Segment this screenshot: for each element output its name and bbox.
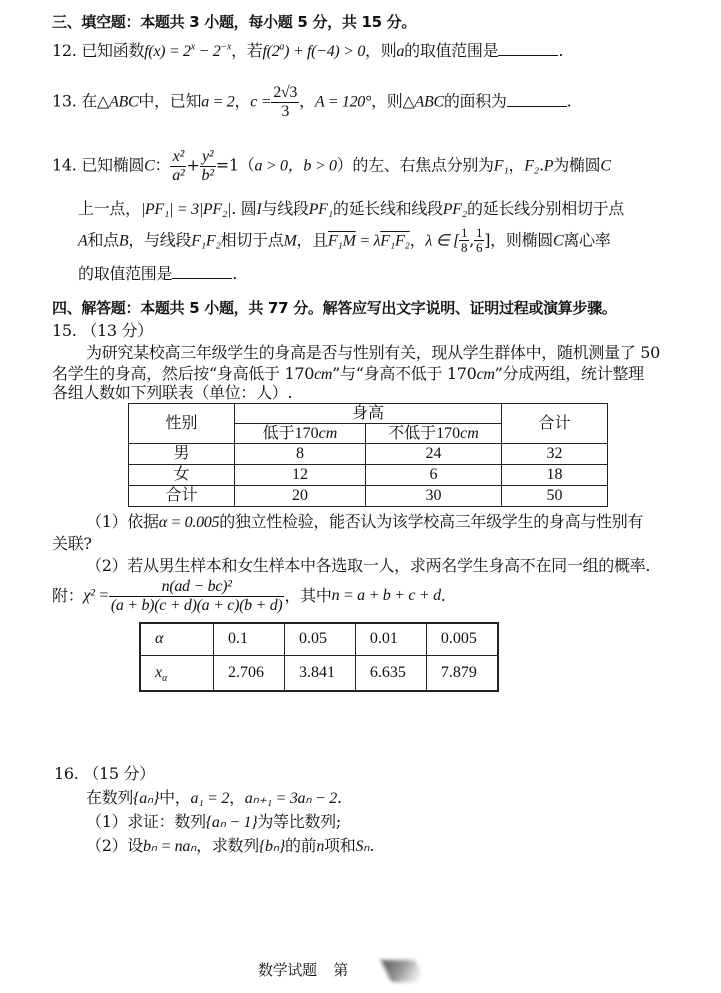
cell-low: 12	[235, 465, 366, 486]
cell-total: 18	[502, 465, 608, 486]
q15-text: ”分成两组，统计整理	[494, 364, 644, 383]
q15-points: （13 分）	[81, 321, 153, 340]
critical-value: 6.635	[355, 655, 426, 691]
q15-paragraph-2	[52, 364, 644, 385]
q13-side-a: a = 2	[201, 93, 235, 111]
cell-total: 50	[502, 486, 608, 507]
cell-low: 8	[235, 444, 366, 465]
row-label: 合计	[129, 486, 235, 507]
q16-sequence: {bₙ}	[258, 838, 285, 855]
q13-frac-den: 3	[281, 102, 290, 120]
header-low	[235, 424, 366, 444]
q12-exp3: a	[279, 41, 285, 53]
q12-text: ，则	[365, 41, 397, 60]
q14-fraction-y	[200, 148, 216, 184]
q14-segment-pf2: PF₂	[442, 201, 467, 218]
appendix-label: 附：	[52, 586, 84, 606]
q14-frac-num: 1	[476, 225, 483, 240]
q16-text: （1）求证：数列	[86, 812, 206, 831]
footer-title: 数学试题	[258, 961, 317, 979]
table-row	[129, 444, 608, 465]
q12-text: 的取值范围是	[404, 41, 499, 60]
q16-sum: Sₙ	[355, 838, 370, 855]
q14-text: ,	[469, 230, 475, 250]
q15-alpha: α = 0.005	[158, 514, 220, 531]
q14-lambda: λ ∈ [	[425, 232, 460, 250]
q14-frac-num: y²	[200, 148, 216, 167]
section-4-heading: 四、解答题：本题共 5 小题，共 77 分。解答应写出文字说明、证明过程或演算步骤。	[52, 299, 617, 317]
q15-text: ”与“身高不低于 170	[332, 364, 477, 383]
q14-number: 14.	[52, 155, 77, 175]
q12-function-mid: − 2	[194, 43, 221, 60]
q15-unit: cm	[476, 366, 495, 383]
question-12	[52, 40, 563, 63]
q12-condition-end: ) + f(−4) > 0	[284, 43, 366, 60]
q14-text: ：	[154, 155, 171, 175]
question-15-header	[52, 321, 153, 341]
question-14-line-3	[78, 226, 610, 256]
q14-circle-i: I	[256, 201, 262, 218]
q14-segment-f1f2: F₁F₂	[191, 232, 221, 250]
alpha-value: 0.01	[355, 623, 426, 655]
q14-point-a: A	[78, 232, 88, 250]
table-row	[140, 655, 498, 691]
q14-point-b: B	[118, 232, 129, 250]
q13-text: ，	[234, 91, 251, 111]
q16-text: ，	[229, 788, 245, 807]
alpha-value: 0.1	[214, 623, 285, 655]
q13-period: .	[566, 91, 572, 111]
table-row	[140, 623, 498, 655]
q14-text: ，则椭圆	[490, 230, 553, 250]
q14-text: ，	[409, 230, 426, 250]
q16-text: 项和	[324, 836, 356, 855]
q13-number: 13.	[52, 91, 77, 111]
q16-text: .	[369, 836, 375, 855]
q14-point-m: M	[283, 232, 297, 250]
q16-text: （2）设	[86, 836, 143, 855]
q13-text: 的面积为	[443, 91, 507, 111]
q12-function: f(x) = 2	[144, 43, 191, 60]
q14-text: ，且	[296, 230, 328, 250]
q14-frac-num: 1	[461, 225, 468, 240]
q12-text: 已知函数	[81, 41, 145, 60]
question-14-line-2	[78, 198, 624, 221]
x-subscript: α	[162, 672, 168, 684]
cell-low: 20	[235, 486, 366, 507]
q14-point-p: P	[543, 157, 554, 175]
table-row	[129, 465, 608, 486]
q14-frac-den: 6	[476, 240, 483, 256]
q16-line-1	[86, 788, 342, 809]
q14-text: ）的左、右焦点分别为	[336, 155, 494, 175]
footer-page: 第	[333, 961, 348, 979]
q16-text: 中，	[159, 788, 191, 807]
q14-text: .	[538, 155, 544, 175]
critical-value-table	[139, 622, 499, 692]
q15-text: 名学生的身高，然后按“身高低于 170	[52, 364, 315, 383]
q14-text: ，	[508, 155, 525, 175]
q16-text: 的前	[284, 836, 317, 855]
q14-text: . 圆	[231, 199, 257, 218]
q14-distance-relation: |PF₁| = 3|PF₂|	[140, 201, 232, 218]
q12-period: .	[558, 41, 564, 60]
q14-text: 为椭圆	[553, 155, 601, 175]
q15-text: 的独立性检验，能否认为该学校高三年级学生的身高与性别有	[219, 512, 644, 531]
q14-fraction-1-8	[459, 226, 469, 256]
q14-ellipse: C	[600, 157, 611, 175]
q14-text: =1（	[215, 155, 255, 175]
header-gender: 性别	[129, 404, 235, 444]
q12-text: ，若	[231, 41, 263, 60]
q14-text: 相切于点	[220, 230, 284, 250]
q14-text: 的取值范围是	[78, 264, 173, 283]
q15-part-2: （2）若从男生样本和女生样本中各选取一人，求两名学生身高不在同一组的概率.	[86, 556, 651, 575]
q16-text: ，求数列	[196, 836, 259, 855]
answer-blank[interactable]	[498, 41, 558, 56]
q16-recurrence: aₙ₊₁ = 3aₙ − 2	[244, 790, 337, 807]
q12-condition: f(2	[262, 43, 280, 60]
alpha-value: 0.05	[284, 623, 355, 655]
alpha-value: 0.005	[426, 623, 498, 655]
critical-value: 2.706	[214, 655, 285, 691]
q14-frac-den: 8	[461, 240, 468, 256]
q13-text: 中，已知	[138, 91, 202, 111]
question-16-header	[54, 764, 155, 784]
q16-text: 在数列	[86, 788, 134, 807]
q14-focus-1: F₁	[493, 157, 509, 175]
q14-text: 与线段	[261, 199, 309, 218]
chi-square-formula	[109, 578, 285, 614]
q14-text: 上一点，	[78, 199, 141, 218]
q16-bn-def: bₙ = naₙ	[142, 838, 197, 855]
q14-vector-eq: = λ	[355, 232, 381, 250]
q13-fraction	[271, 84, 299, 120]
section-3-heading: 三、填空题：本题共 3 小题，每小题 5 分，共 15 分。	[52, 13, 417, 31]
q13-side-c: c =	[250, 93, 272, 111]
appendix-text: ，其中	[284, 586, 332, 606]
q14-text: 的延长线和线段	[332, 199, 443, 218]
page-curl-shadow	[381, 960, 425, 982]
contingency-table	[128, 403, 608, 507]
q16-initial-term: a₁ = 2	[190, 790, 230, 807]
cell-high: 6	[366, 465, 502, 486]
q14-frac-num: x²	[170, 148, 186, 167]
q14-fraction-x	[170, 148, 186, 184]
q14-period: .	[232, 264, 237, 283]
q16-part-1	[86, 812, 341, 833]
header-low-label: 低于170	[262, 424, 319, 442]
q13-triangle: ABC	[109, 93, 139, 111]
q13-text: ，则△	[371, 91, 415, 111]
cell-high: 24	[366, 444, 502, 465]
formula-numerator: n(ad − bc)²	[109, 578, 285, 597]
q14-condition: a > 0，b > 0	[254, 157, 337, 175]
n-definition: n = a + b + c + d	[331, 587, 441, 605]
q16-number: 16.	[54, 764, 79, 783]
header-height: 身高	[235, 404, 502, 424]
header-low-unit: cm	[318, 424, 338, 442]
q15-appendix	[52, 578, 446, 614]
q12-number: 12.	[52, 41, 77, 60]
x-label: x	[155, 663, 163, 681]
appendix-period: .	[440, 586, 446, 606]
q14-plus: +	[186, 155, 200, 175]
header-high-unit: cm	[460, 424, 479, 442]
q15-paragraph-1: 为研究某校高三年级学生的身高是否与性别有关，现从学生群体中，随机测量了 50	[86, 343, 661, 362]
header-total: 合计	[502, 404, 608, 444]
q16-points: （15 分）	[83, 764, 155, 783]
chi-square-symbol: χ² =	[83, 587, 109, 605]
critical-value: 3.841	[284, 655, 355, 691]
question-14-line-4	[78, 264, 237, 284]
q12-exp2: −x	[220, 41, 232, 53]
q13-text: 在△	[81, 91, 110, 111]
q14-segment-pf1: PF₁	[308, 201, 333, 218]
question-14-line-1	[52, 148, 611, 184]
answer-blank[interactable]	[172, 264, 232, 279]
q14-text: 的延长线分别相切于点	[467, 199, 625, 218]
q15-part-1-cont: 关联?	[52, 534, 92, 553]
cell-high: 30	[366, 486, 502, 507]
q13-frac-num: 2√3	[273, 84, 298, 101]
q16-sequence: {aₙ − 1}	[205, 814, 258, 831]
table-row	[129, 486, 608, 507]
q14-vector-f1m: F₁M	[327, 232, 356, 250]
q16-sequence: {aₙ}	[133, 790, 160, 807]
q14-text: 离心率	[563, 230, 611, 250]
q12-variable: a	[396, 43, 405, 60]
q14-vector-f1f2: F₁F₂	[380, 232, 410, 250]
q14-text: ，与线段	[128, 230, 192, 250]
q14-ellipse: C	[144, 157, 155, 175]
q15-part-1	[86, 512, 643, 533]
q14-text: 和点	[87, 230, 119, 250]
q14-fraction-1-6	[474, 226, 484, 256]
answer-blank[interactable]	[507, 92, 567, 107]
q13-angle: A = 120°	[314, 93, 372, 111]
formula-denominator: (a + b)(c + d)(a + c)(b + d)	[110, 596, 283, 614]
cell-total: 32	[502, 444, 608, 465]
q14-focus-2: F₂	[524, 157, 539, 175]
q15-text: （1）依据	[86, 512, 159, 531]
q16-text: .	[336, 788, 342, 807]
q14-frac-den: b²	[201, 166, 214, 184]
q16-text: 为等比数列;	[257, 812, 341, 831]
page-footer	[258, 960, 348, 980]
q14-text: 已知椭圆	[81, 155, 145, 175]
q13-text: ，	[299, 91, 315, 111]
row-label: 男	[129, 444, 235, 465]
x-alpha-label	[140, 655, 214, 691]
header-high	[366, 424, 502, 444]
q16-part-2	[86, 836, 374, 857]
alpha-label: α	[140, 623, 214, 655]
q14-text: ]	[484, 230, 491, 250]
q15-unit: cm	[314, 366, 333, 383]
question-13	[52, 84, 571, 120]
q14-ellipse: C	[552, 232, 564, 250]
q15-paragraph-3: 各组人数如下列联表（单位：人）.	[52, 383, 293, 402]
q12-exp: x	[190, 41, 195, 53]
q14-frac-den: a²	[172, 166, 185, 184]
row-label: 女	[129, 465, 235, 486]
q15-number: 15.	[52, 321, 77, 340]
q16-n: n	[316, 838, 325, 855]
header-high-label: 不低于170	[388, 424, 461, 442]
critical-value: 7.879	[426, 655, 498, 691]
q13-triangle: ABC	[414, 93, 444, 111]
